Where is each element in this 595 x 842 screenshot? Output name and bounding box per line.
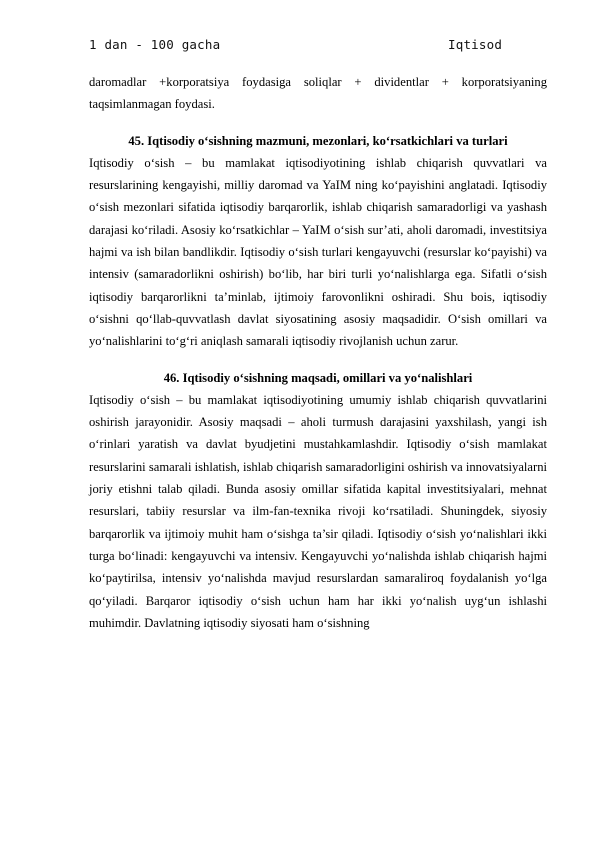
section-paragraph: Iqtisodiy o‘sish – bu mamlakat iqtisodiyotining umumiy ishlab chiqarish quvvatlarini oshirish jarayonidir. Asosiy maqsadi – aholi turmush darajasini yaxshilash, yangi ish o‘rinlari yaratish va davlat byudjetini mustahkamlashdir. Iqtisodiy o‘sish mamlakat resurslarini samarali ishlatish, ishlab chiqarish samaradorligini oshirish va innovatsiyalarni joriy etishni talab qiladi. Bunda asosiy omillar sifatida kapital investitsiyalari, mehnat resurslari, tabiiy resurslar va ilm-fan-texnika rivoji ko‘rsatiladi. Shuningdek, siyosiy barqarorlik va ijtimoiy muhit ham o‘sishga ta’sir qiladi. Iqtisodiy o‘sish yo‘nalishlari ikki turga bo‘linadi: kengayuvchi va intensiv. Kengayuvchi yo‘nalishda ishlab chiqarish hajmi ko‘paytirilsa, intensiv yo‘nalishda mavjud resurslardan samaraliroq foydalanish yo‘lga qo‘yiladi. Barqaror iqtisodiy o‘sish uchun ham har ikki yo‘nalish uyg‘un ishlashi muhimdir. Davlatning iqtisodiy siyosati ham o‘sishning bbox=[89, 392, 547, 630]
section-heading: 45. Iqtisodiy o‘sishning mazmuni, mezonlari, ko‘rsatkichlari va turlari bbox=[128, 133, 508, 148]
section-paragraph: Iqtisodiy o‘sish – bu mamlakat iqtisodiyotining ishlab chiqarish quvvatlari va resurslarining kengayishi, milliy daromad va YaIM ning ko‘payishini anglatadi. Iqtisodiy o‘sish mezonlari sifatida iqtisodiy barqarorlik, ishlab chiqarish samaradorligi va yashash darajasi ko‘riladi. Asosiy ko‘rsatkichlar – YaIM o‘sish sur’ati, aholi daromadi, investitsiya hajmi va ish bilan bandlikdir. Iqtisodiy o‘sish turlari kengayuvchi (resurslar ko‘payishi) va intensiv (samaradorlikni oshirish) bo‘lib, har biri turli yo‘nalishlarga ega. Sifatli o‘sish iqtisodiy barqarorlikni ta’minlab, ijtimoiy farovonlikni oshiradi. Shu bois, iqtisodiy o‘sishni qo‘llab-quvvatlash davlat siyosatining asosiy maqsadidir. O‘sish omillari va yo‘nalishlarini to‘g‘ri aniqlash samarali iqtisodiy rivojlanish uchun zarur. bbox=[89, 155, 547, 349]
spacer bbox=[89, 353, 547, 367]
page-range-label: 1 dan - 100 gacha bbox=[89, 37, 221, 52]
topic-label: Iqtisod bbox=[448, 37, 503, 52]
section-heading: 46. Iqtisodiy o‘sishning maqsadi, omillari va yo‘nalishlari bbox=[163, 370, 473, 385]
spacer bbox=[89, 116, 547, 130]
document-body bbox=[89, 71, 547, 634]
intro-paragraph: daromadlar +korporatsiya foydasiga soliqlar + dividentlar + korporatsiyaning taqsimlanmagan foydasi. bbox=[89, 75, 547, 112]
page-header bbox=[89, 37, 509, 55]
